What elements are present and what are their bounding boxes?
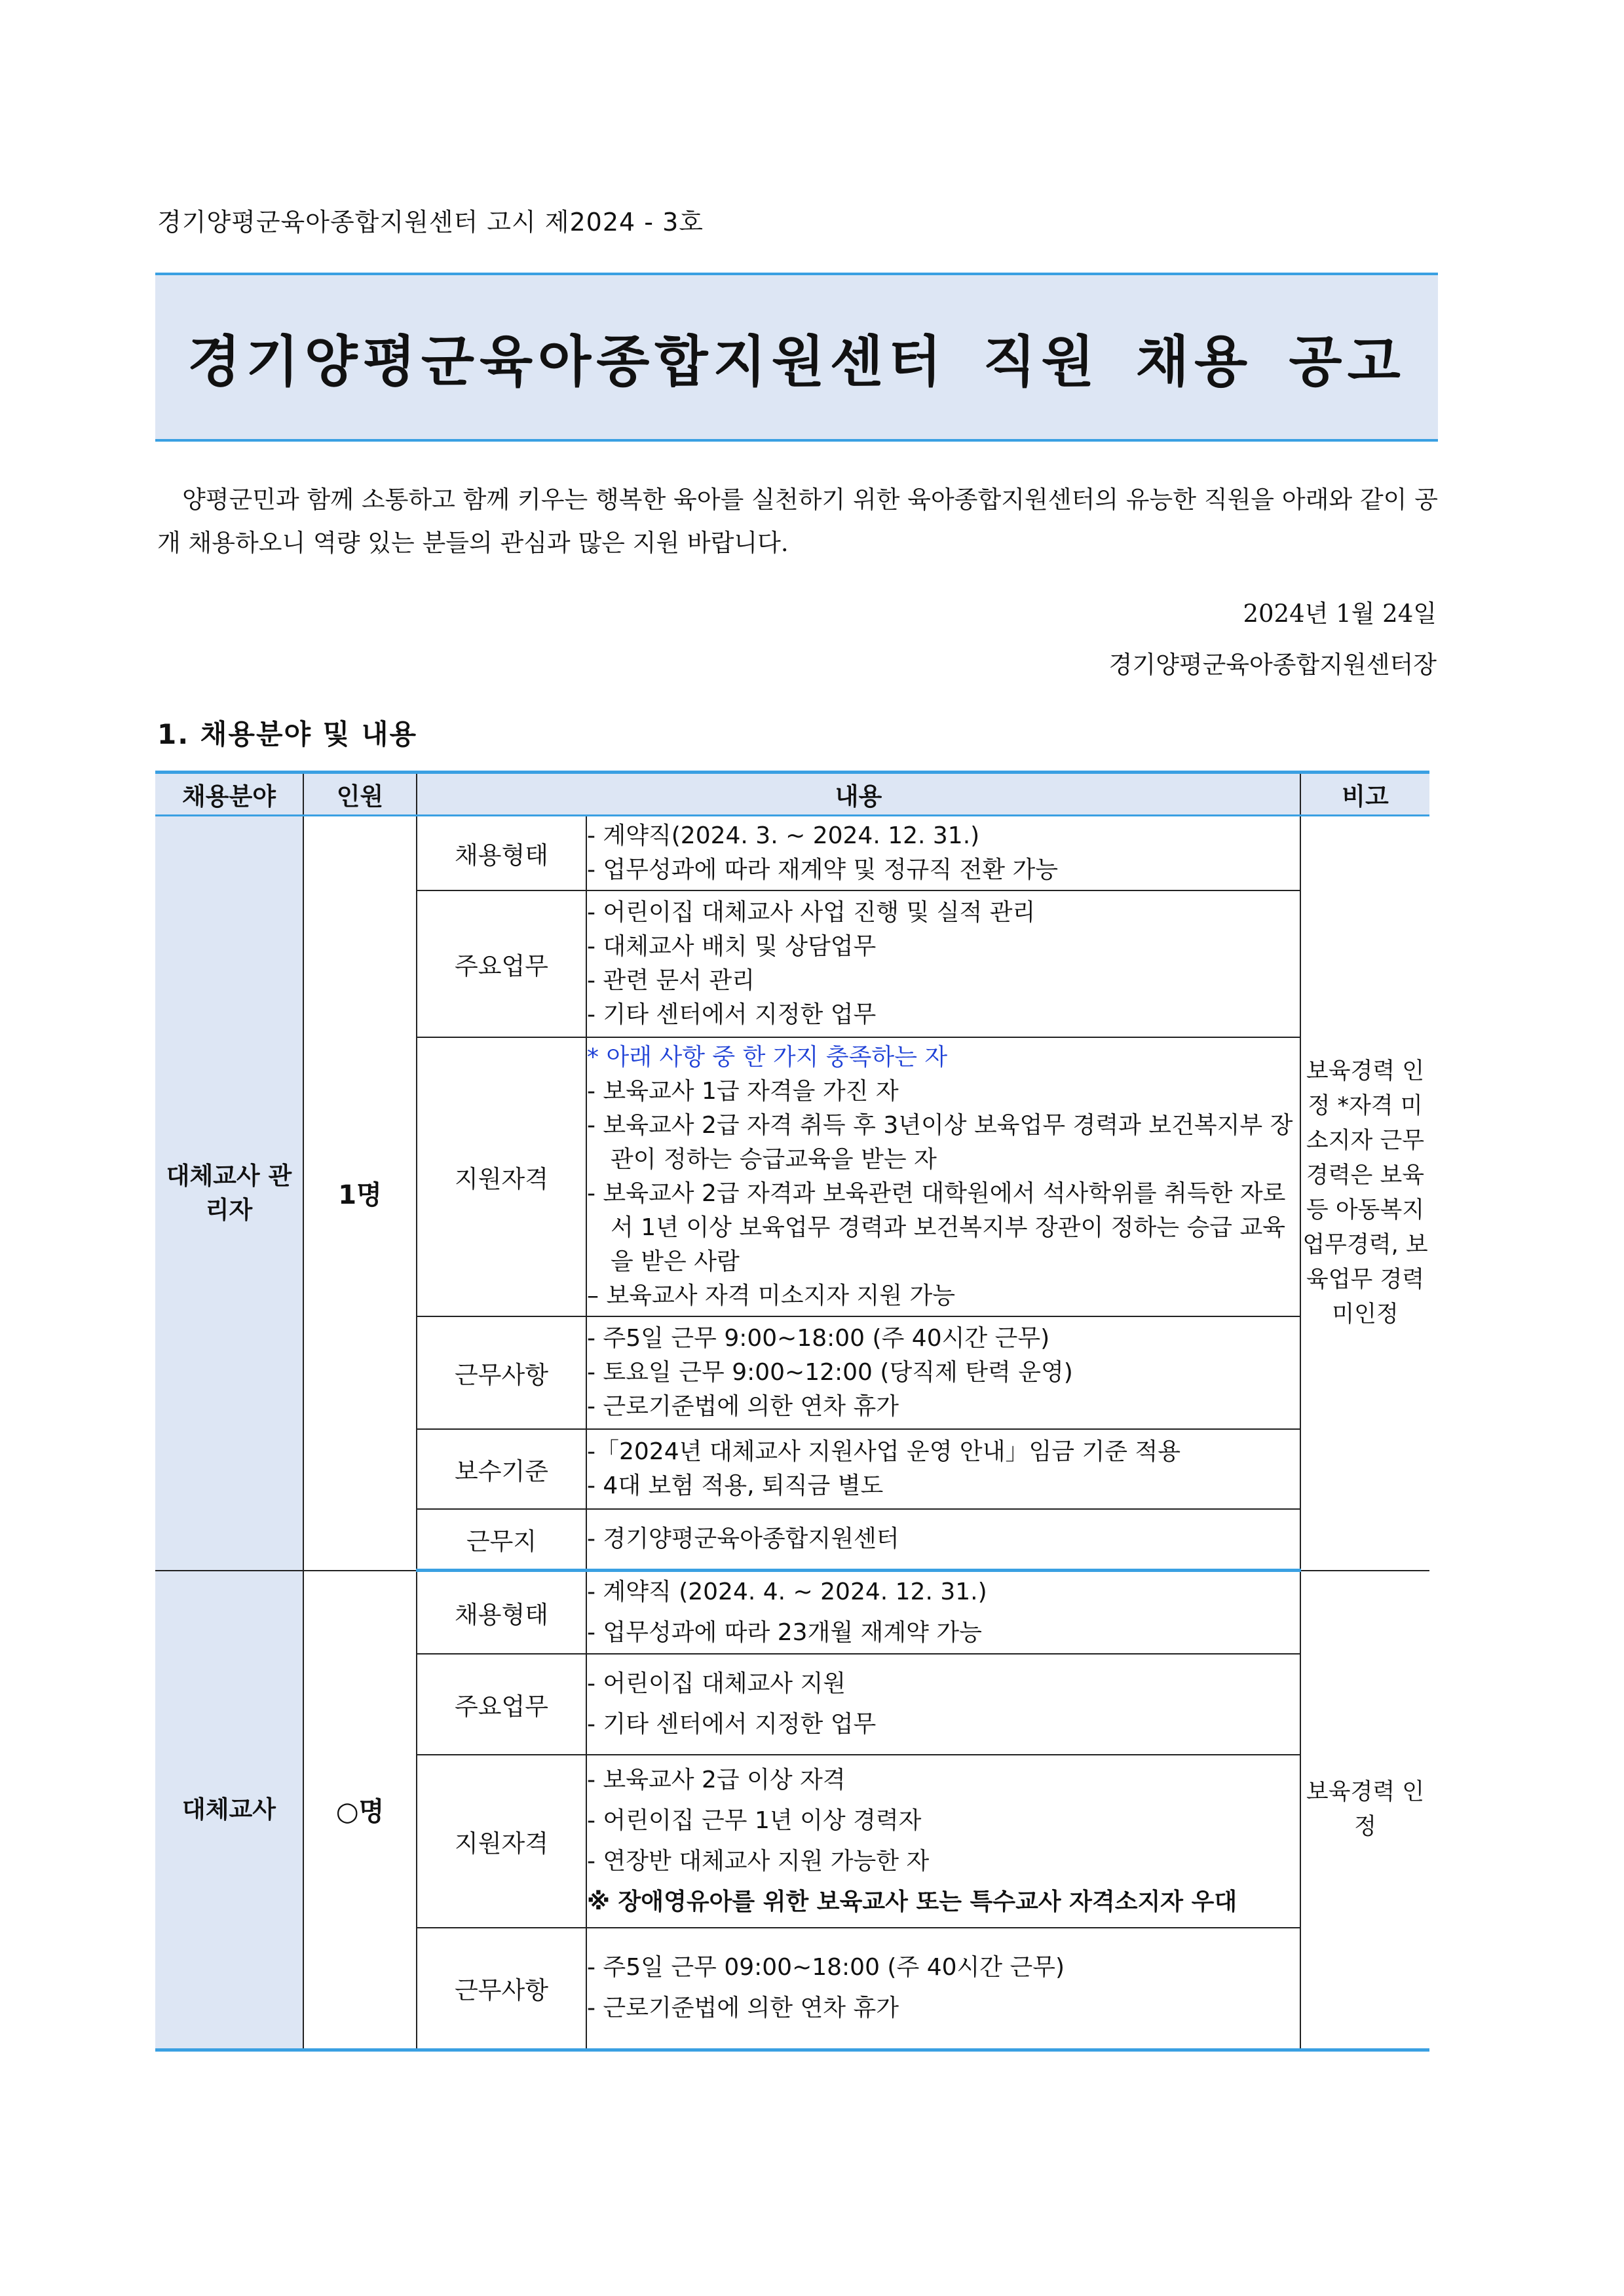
row-content [586,1429,1300,1509]
header-content: 내용 [417,773,1300,816]
note-cell: 보육경력 인정 [1300,1571,1429,2050]
content-line: * 아래 사항 중 한 가지 충족하는 자 [587,1043,948,1071]
row-label: 주요업무 [417,1654,586,1755]
content-line: - 근로기준법에 의한 연차 휴가 [587,1392,899,1420]
table-row [155,1571,1429,1655]
count-cell: 1명 [303,816,417,1571]
content-line: - 토요일 근무 9:00~12:00 (당직제 탄력 운영) [587,1358,1073,1386]
row-content [586,816,1300,890]
intro-text: 양평군민과 함께 소통하고 함께 키우는 행복한 육아를 실천하기 위한 육아종합지원센터의 유능한 직원을 아래와 같이 공개 채용하오니 역량 있는 분들의 관심과 많은 지원 바랍니다. [157,486,1438,557]
content-line: - 보육교사 2급 자격 취득 후 3년이상 보육업무 경력과 보건복지부 장관이 정하는 승급교육을 받는 자 [587,1111,1293,1173]
content-line: - 대체교사 배치 및 상담업무 [587,932,877,960]
note-cell: 보육경력 인정 *자격 미소지자 근무경력은 보육 등 아동복지 업무경력, 보육업무 경력 미인정 [1300,816,1429,1571]
content-line: - 어린이집 근무 1년 이상 경력자 [587,1807,922,1834]
content-line: - 계약직 (2024. 4. ~ 2024. 12. 31.) [587,1578,987,1605]
section-title: 1. 채용분야 및 내용 [157,718,418,750]
row-label: 주요업무 [417,890,586,1037]
content-line: - 업무성과에 따라 재계약 및 정규직 전환 가능 [587,856,1059,883]
header-note: 비고 [1300,773,1429,816]
row-content [586,1037,1300,1316]
content-line: – 보육교사 자격 미소지자 지원 가능 [587,1282,956,1309]
content-line: - 4대 보험 적용, 퇴직금 별도 [587,1472,884,1499]
row-label: 보수기준 [417,1429,586,1509]
row-content [586,1928,1300,2050]
row-content [586,1316,1300,1429]
content-line: - 업무성과에 따라 23개월 재계약 가능 [587,1619,982,1646]
content-line: - 관련 문서 관리 [587,966,755,994]
row-label: 채용형태 [417,816,586,890]
content-line: - 보육교사 1급 자격을 가진 자 [587,1077,899,1105]
field-cell: 대체교사 관리자 [155,816,303,1571]
content-line: - 경기양평군육아종합지원센터 [587,1525,899,1552]
content-line: ※ 장애영유아를 위한 보육교사 또는 특수교사 자격소지자 우대 [587,1888,1237,1915]
notice-number: 경기양평군육아종합지원센터 고시 제2024 - 3호 [157,208,704,237]
row-content [586,1654,1300,1755]
content-line: - 계약직(2024. 3. ~ 2024. 12. 31.) [587,822,980,849]
page-title: 경기양평군육아종합지원센터 직원 채용 공고 [187,329,1406,394]
row-label: 근무사항 [417,1316,586,1429]
content-line: - 보육교사 2급 자격과 보육관련 대학원에서 석사학위를 취득한 자로서 1년 이상 보육업무 경력과 보건복지부 장관이 정하는 승급 교육을 받은 사람 [587,1179,1286,1275]
content-line: - 기타 센터에서 지정한 업무 [587,1711,877,1738]
row-content [586,1509,1300,1571]
row-content [586,1571,1300,1655]
row-label: 지원자격 [417,1037,586,1316]
count-cell: ○명 [303,1571,417,2050]
row-label: 채용형태 [417,1571,586,1655]
row-label: 지원자격 [417,1755,586,1928]
content-line: - 연장반 대체교사 지원 가능한 자 [587,1848,930,1875]
recruitment-table [155,771,1429,2052]
table-row [155,816,1429,890]
notice-date: 2024년 1월 24일 [1243,600,1437,628]
field-cell: 대체교사 [155,1571,303,2050]
title-box [155,273,1438,442]
header-count: 인원 [303,773,417,816]
table-header-row [155,773,1429,816]
signer: 경기양평군육아종합지원센터장 [1108,651,1437,679]
row-content [586,890,1300,1037]
content-line: -「2024년 대체교사 지원사업 운영 안내」임금 기준 적용 [587,1438,1181,1465]
content-line: - 기타 센터에서 지정한 업무 [587,1001,877,1028]
content-line: - 주5일 근무 9:00~18:00 (주 40시간 근무) [587,1324,1050,1352]
row-label: 근무지 [417,1509,586,1571]
content-line: - 보육교사 2급 이상 자격 [587,1767,846,1793]
row-label: 근무사항 [417,1928,586,2050]
header-field: 채용분야 [155,773,303,816]
content-line: - 어린이집 대체교사 지원 [587,1670,846,1697]
row-content [586,1755,1300,1928]
content-line: - 어린이집 대체교사 사업 진행 및 실적 관리 [587,898,1036,926]
intro-paragraph [157,478,1438,565]
content-line: - 주5일 근무 09:00~18:00 (주 40시간 근무) [587,1954,1065,1981]
content-line: - 근로기준법에 의한 연차 휴가 [587,1995,899,2022]
